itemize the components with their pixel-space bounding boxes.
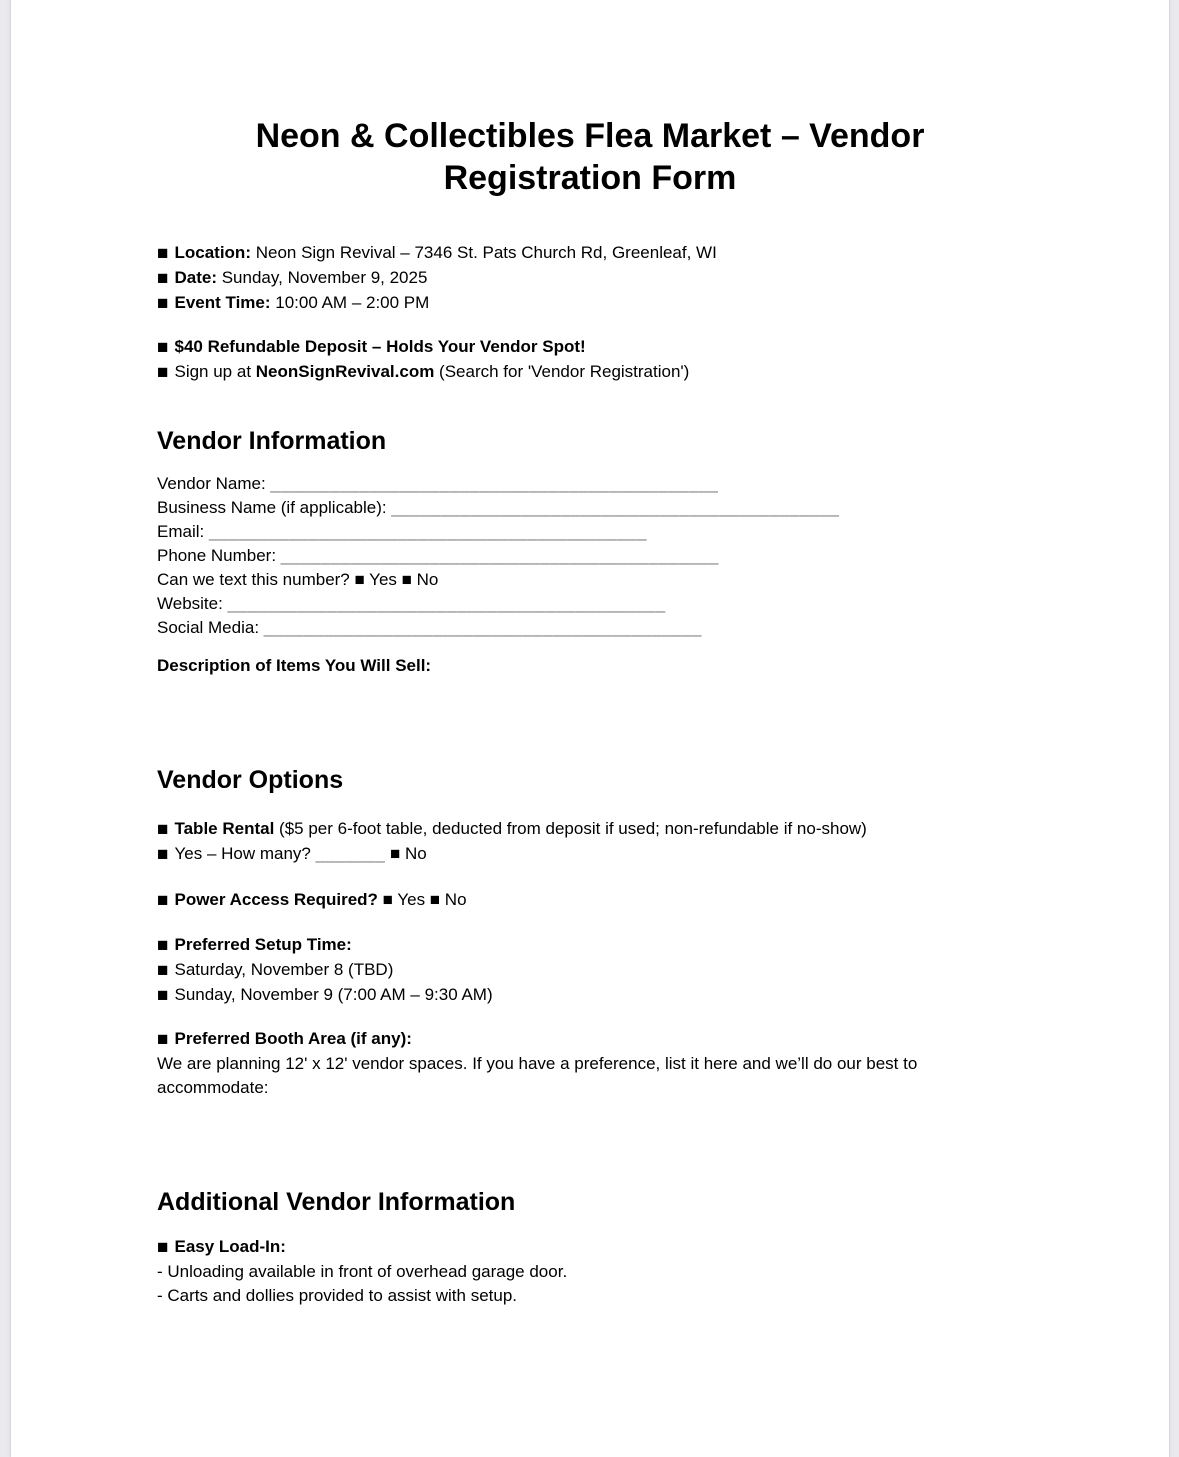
field-text-permission — [157, 568, 1023, 592]
signup-details — [157, 335, 1023, 385]
square-bullet-icon: ■ — [157, 1237, 169, 1258]
power-access-options: ■ Yes ■ No — [377, 890, 467, 909]
setup-time-sunday-text: Sunday, November 9 (7:00 AM – 9:30 AM) — [174, 985, 493, 1004]
field-vendor-name — [157, 472, 1023, 496]
event-time-label: Event Time: — [174, 293, 271, 312]
easy-load-in-heading-line — [157, 1235, 1023, 1260]
square-bullet-icon: ■ — [157, 268, 169, 289]
signup-line — [157, 360, 1023, 385]
setup-time-group — [157, 933, 1023, 1008]
additional-information-heading: Additional Vendor Information — [157, 1188, 516, 1216]
field-website — [157, 592, 1023, 616]
event-details — [157, 241, 1023, 316]
table-rental-no-label: ■ No — [385, 844, 427, 863]
event-date-line — [157, 266, 1023, 291]
signup-post: (Search for 'Vendor Registration') — [434, 362, 690, 381]
square-bullet-icon: ■ — [157, 362, 169, 383]
description-of-items-label: Description of Items You Will Sell: — [157, 656, 432, 675]
easy-load-in-label: Easy Load-In: — [174, 1237, 286, 1256]
event-time-value: 10:00 AM – 2:00 PM — [270, 293, 430, 312]
easy-load-in-item-unloading: - Unloading available in front of overhead garage door. — [157, 1262, 568, 1281]
square-bullet-icon: ■ — [157, 293, 169, 314]
event-location-value: Neon Sign Revival – 7346 St. Pats Church Rd, Greenleaf, WI — [250, 243, 717, 262]
vendor-options-heading: Vendor Options — [157, 766, 344, 794]
field-business-name-label: Business Name (if applicable): — [157, 498, 392, 517]
vendor-information-fields — [157, 472, 1023, 640]
deposit-bold: $40 Refundable Deposit – Holds Your Vendor Spot! — [174, 337, 586, 356]
table-rental-answer-line — [157, 842, 1023, 867]
easy-load-in-item-carts: - Carts and dollies provided to assist with setup. — [157, 1286, 518, 1305]
page-title — [157, 115, 1023, 199]
booth-area-group — [157, 1027, 1023, 1100]
square-bullet-icon: ■ — [157, 960, 169, 981]
field-vendor-name-label: Vendor Name: — [157, 474, 271, 493]
table-rental-detail: ($5 per 6-foot table, deducted from deposit if used; non-refundable if no-show) — [274, 819, 867, 838]
table-rental-label: Table Rental — [174, 819, 275, 838]
deposit-line — [157, 335, 1023, 360]
easy-load-in-group — [157, 1235, 1023, 1308]
vendor-information-heading: Vendor Information — [157, 427, 387, 455]
setup-time-heading-line — [157, 933, 1023, 958]
square-bullet-icon: ■ — [157, 985, 169, 1006]
table-rental-quantity-blank: _______ — [315, 844, 386, 863]
field-phone — [157, 544, 1023, 568]
booth-area-heading-line — [157, 1027, 1023, 1052]
event-date-value: Sunday, November 9, 2025 — [217, 268, 428, 287]
field-phone-blank: ____________________________________________ — [280, 546, 719, 565]
field-text-permission-label: Can we text this number? ■ Yes ■ No — [157, 570, 439, 589]
field-vendor-name-blank: _____________________________________________ — [270, 474, 719, 493]
square-bullet-icon: ■ — [157, 337, 169, 358]
field-website-blank: ____________________________________________ — [227, 594, 666, 613]
event-time-line — [157, 291, 1023, 316]
document-page — [10, 0, 1170, 1457]
signup-pre: Sign up at — [174, 362, 256, 381]
square-bullet-icon: ■ — [157, 819, 169, 840]
field-social-media-label: Social Media: — [157, 618, 264, 637]
square-bullet-icon: ■ — [157, 243, 169, 264]
table-rental-yes-label: Yes – How many? — [174, 844, 316, 863]
event-location-label: Location: — [174, 243, 251, 262]
setup-time-saturday-text: Saturday, November 8 (TBD) — [174, 960, 394, 979]
field-email-blank: ____________________________________________ — [208, 522, 647, 541]
booth-area-label: Preferred Booth Area (if any): — [174, 1029, 412, 1048]
setup-time-option-sunday — [157, 983, 1023, 1008]
field-social-media-blank: ____________________________________________ — [263, 618, 702, 637]
table-rental-group — [157, 817, 1023, 867]
field-email-label: Email: — [157, 522, 209, 541]
power-access-label: Power Access Required? — [174, 890, 378, 909]
page-title-line2: Registration Form — [443, 159, 737, 197]
square-bullet-icon: ■ — [157, 890, 169, 911]
booth-area-description: We are planning 12' x 12' vendor spaces. If you have a preference, list it here and we’ll do our best to accommodate: — [157, 1054, 918, 1097]
event-date-label: Date: — [174, 268, 217, 287]
square-bullet-icon: ■ — [157, 1029, 169, 1050]
field-website-label: Website: — [157, 594, 228, 613]
square-bullet-icon: ■ — [157, 844, 169, 865]
field-business-name — [157, 496, 1023, 520]
field-email — [157, 520, 1023, 544]
field-social-media — [157, 616, 1023, 640]
setup-time-label: Preferred Setup Time: — [174, 935, 352, 954]
square-bullet-icon: ■ — [157, 935, 169, 956]
event-location-line — [157, 241, 1023, 266]
signup-website: NeonSignRevival.com — [255, 362, 435, 381]
field-business-name-blank: _____________________________________________ — [391, 498, 840, 517]
field-phone-label: Phone Number: — [157, 546, 281, 565]
power-access-line — [157, 888, 1023, 913]
table-rental-line — [157, 817, 1023, 842]
setup-time-option-saturday — [157, 958, 1023, 983]
page-title-line1: Neon & Collectibles Flea Market – Vendor — [255, 117, 925, 155]
